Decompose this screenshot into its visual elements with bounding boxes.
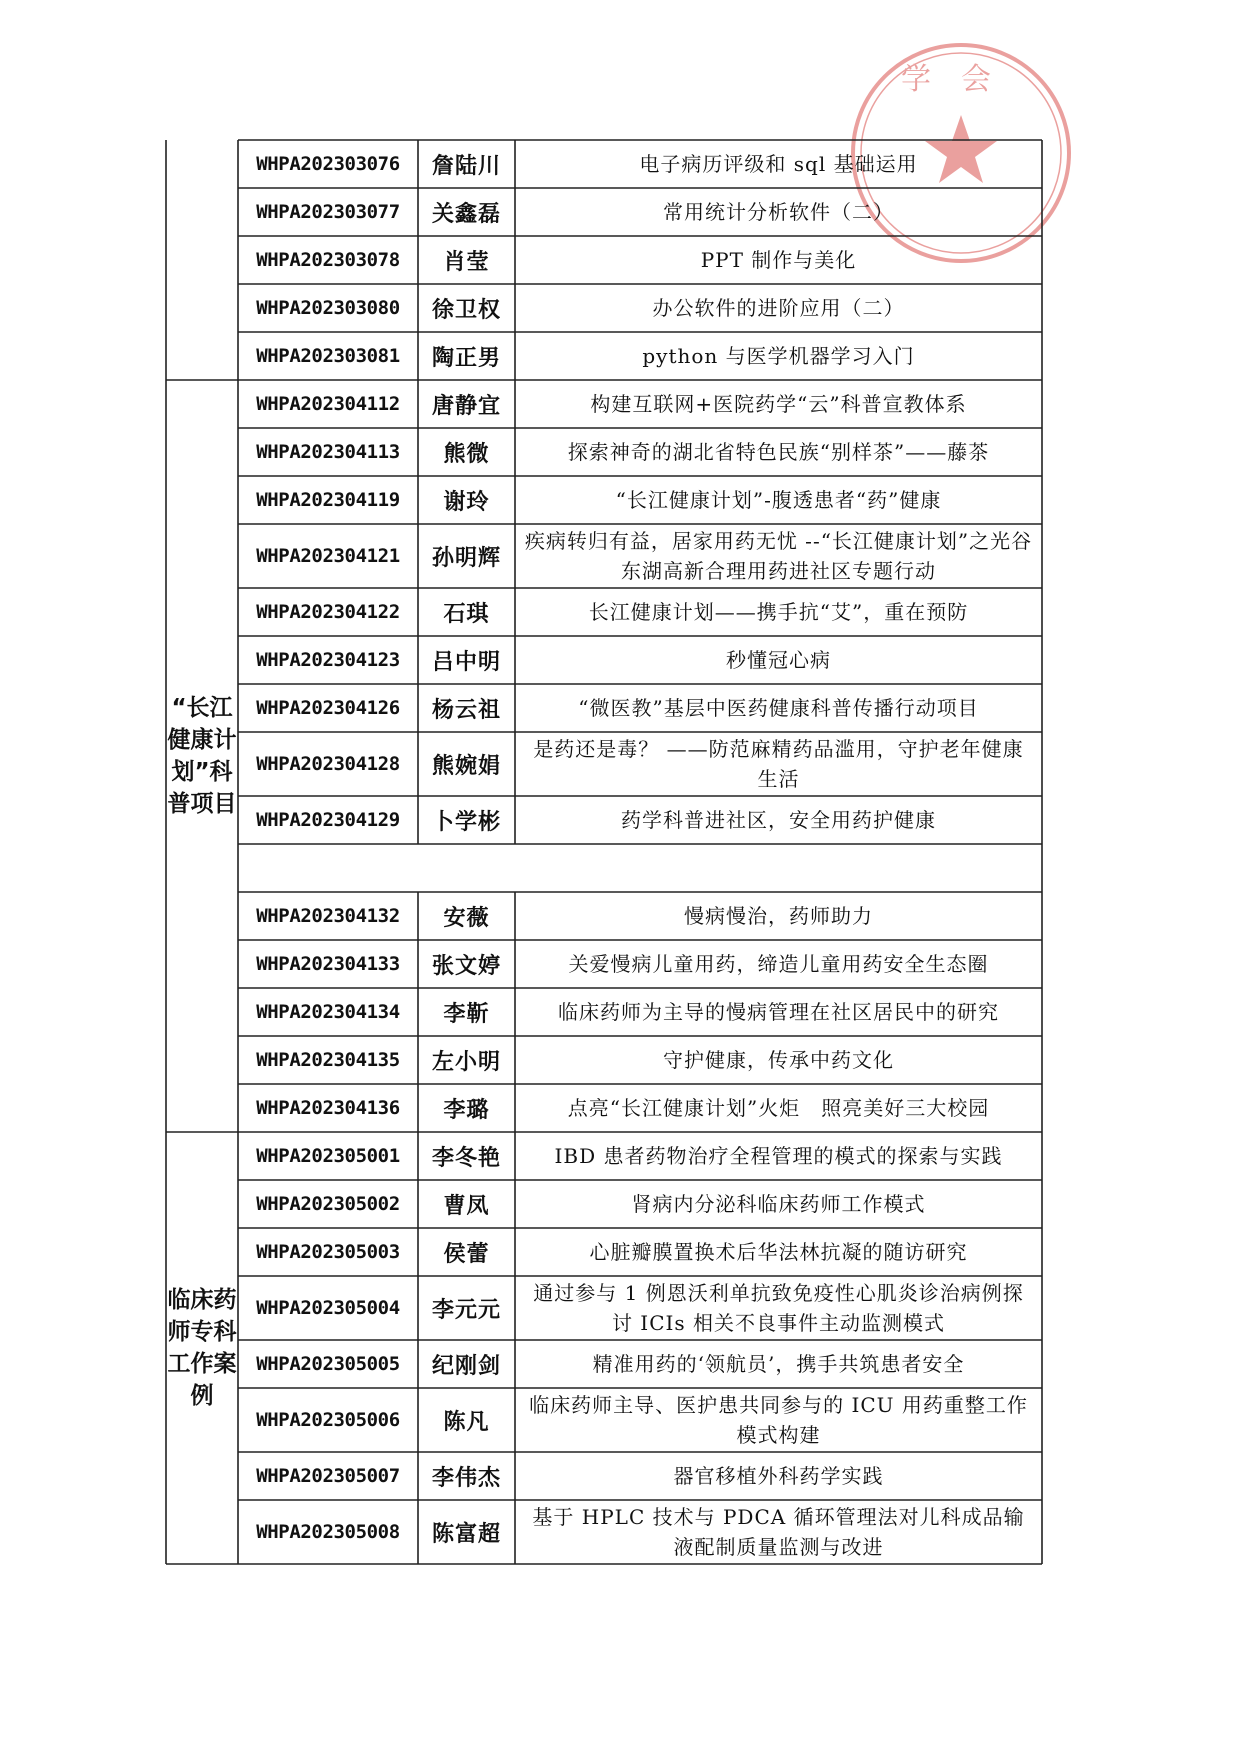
project-code: WHPA202304122 xyxy=(256,601,400,623)
applicant-name: 孙明辉 xyxy=(431,545,501,571)
svg-text:学会: 学会 xyxy=(901,62,1021,97)
applicant-name: 詹陆川 xyxy=(431,153,501,179)
project-title: 药学科普进社区，安全用药护健康 xyxy=(621,808,936,832)
project-code: WHPA202304113 xyxy=(256,441,400,463)
applicant-name: 石琪 xyxy=(443,601,490,627)
applicant-name: 李靳 xyxy=(443,1001,490,1027)
project-code: WHPA202304112 xyxy=(256,393,400,415)
project-code: WHPA202305003 xyxy=(256,1241,400,1263)
project-code: WHPA202304132 xyxy=(256,905,400,927)
project-title: IBD 患者药物治疗全程管理的模式的探索与实践 xyxy=(554,1144,1003,1168)
applicant-name: 陈富超 xyxy=(431,1521,501,1547)
applicant-name: 陈凡 xyxy=(443,1409,490,1435)
project-code: WHPA202305001 xyxy=(256,1145,400,1167)
applicant-name: 关鑫磊 xyxy=(431,201,501,227)
project-code: WHPA202305005 xyxy=(256,1353,400,1375)
applicant-name: 熊婉娟 xyxy=(431,753,501,779)
project-title: “长江健康计划”-腹透患者“药”健康 xyxy=(615,488,942,512)
category-label: “长江健康计划”科普项目 xyxy=(167,695,237,817)
applicant-name: 陶正男 xyxy=(431,345,501,371)
project-code: WHPA202304128 xyxy=(256,753,400,775)
category-label: 临床药师专科工作案例 xyxy=(167,1287,237,1409)
project-code: WHPA202304119 xyxy=(256,489,400,511)
applicant-name: 唐静宜 xyxy=(431,393,501,419)
project-code: WHPA202303081 xyxy=(256,345,400,367)
project-code: WHPA202305007 xyxy=(256,1465,400,1487)
applicant-name: 安薇 xyxy=(443,905,490,931)
project-code: WHPA202303080 xyxy=(256,297,400,319)
project-title: 临床药师为主导的慢病管理在社区居民中的研究 xyxy=(558,1000,999,1024)
applicant-name: 李璐 xyxy=(443,1097,490,1123)
applicant-name: 徐卫权 xyxy=(431,297,501,323)
project-title: 慢病慢治，药师助力 xyxy=(684,904,873,928)
project-code: WHPA202304133 xyxy=(256,953,400,975)
project-title: 探索神奇的湖北省特色民族“别样茶”——藤茶 xyxy=(567,440,990,464)
project-code: WHPA202304129 xyxy=(256,809,400,831)
project-title: 器官移植外科药学实践 xyxy=(673,1464,884,1488)
project-title: 是药还是毒？ ——防范麻精药品滥用，守护老年健康生活 xyxy=(533,737,1024,791)
applicant-name: 李伟杰 xyxy=(431,1465,501,1491)
project-code: WHPA202304126 xyxy=(256,697,400,719)
project-title: “微医教”基层中医药健康科普传播行动项目 xyxy=(578,696,979,720)
applicant-name: 肖莹 xyxy=(443,249,490,275)
project-code: WHPA202303076 xyxy=(256,153,400,175)
project-code: WHPA202305004 xyxy=(256,1297,400,1319)
applicant-name: 李元元 xyxy=(431,1297,501,1323)
project-code: WHPA202304135 xyxy=(256,1049,400,1071)
project-title: 关爱慢病儿童用药，缔造儿童用药安全生态圈 xyxy=(568,952,989,976)
project-code: WHPA202305002 xyxy=(256,1193,400,1215)
project-title: 秒懂冠心病 xyxy=(726,648,831,672)
project-title: 通过参与 1 例恩沃利单抗致免疫性心肌炎诊治病例探讨 ICIs 相关不良事件主动监测模式 xyxy=(533,1281,1024,1335)
applicant-name: 谢玲 xyxy=(443,489,490,515)
project-title: PPT 制作与美化 xyxy=(700,248,857,272)
project-code: WHPA202304123 xyxy=(256,649,400,671)
project-title: 疾病转归有益，居家用药无忧 --“长江健康计划”之光谷东湖高新合理用药进社区专题行动 xyxy=(524,529,1033,583)
project-title: python 与医学机器学习入门 xyxy=(642,344,915,368)
applicant-name: 吕中明 xyxy=(431,649,501,675)
project-title: 长江健康计划——携手抗“艾”，重在预防 xyxy=(588,600,969,624)
project-code: WHPA202305006 xyxy=(256,1409,400,1431)
applicant-name: 熊微 xyxy=(443,441,490,467)
project-title: 心脏瓣膜置换术后华法林抗凝的随访研究 xyxy=(589,1240,968,1264)
project-title: 守护健康，传承中药文化 xyxy=(663,1048,894,1072)
applicant-name: 曹凤 xyxy=(443,1193,490,1219)
project-code: WHPA202305008 xyxy=(256,1521,400,1543)
applicant-name: 卜学彬 xyxy=(431,809,501,835)
project-code: WHPA202304121 xyxy=(256,545,400,567)
project-code: WHPA202303077 xyxy=(256,201,400,223)
applicant-name: 李冬艳 xyxy=(431,1145,501,1171)
project-title: 电子病历评级和 sql 基础运用 xyxy=(639,152,918,176)
project-title: 精准用药的‘领航员’，携手共筑患者安全 xyxy=(592,1352,965,1376)
project-code: WHPA202303078 xyxy=(256,249,400,271)
table-row-blank xyxy=(238,844,1042,892)
applicant-name: 杨云祖 xyxy=(431,697,501,723)
project-title: 肾病内分泌科临床药师工作模式 xyxy=(631,1192,926,1216)
project-title: 办公软件的进阶应用（二） xyxy=(652,296,905,320)
applicant-name: 侯蕾 xyxy=(443,1241,490,1267)
project-code: WHPA202304134 xyxy=(256,1001,400,1023)
applicant-name: 左小明 xyxy=(431,1049,501,1075)
project-title: 点亮“长江健康计划”火炬 照亮美好三大校园 xyxy=(567,1096,990,1120)
project-title: 临床药师主导、医护患共同参与的 ICU 用药重整工作模式构建 xyxy=(529,1393,1028,1447)
project-title: 构建互联网+医院药学“云”科普宣教体系 xyxy=(590,392,967,416)
project-title: 常用统计分析软件（二） xyxy=(663,200,894,224)
project-title: 基于 HPLC 技术与 PDCA 循环管理法对儿科成品输液配制质量监测与改进 xyxy=(532,1505,1025,1559)
category-label xyxy=(166,140,238,380)
applicant-name: 张文婷 xyxy=(431,953,501,979)
project-code: WHPA202304136 xyxy=(256,1097,400,1119)
applicant-name: 纪刚剑 xyxy=(431,1353,501,1379)
